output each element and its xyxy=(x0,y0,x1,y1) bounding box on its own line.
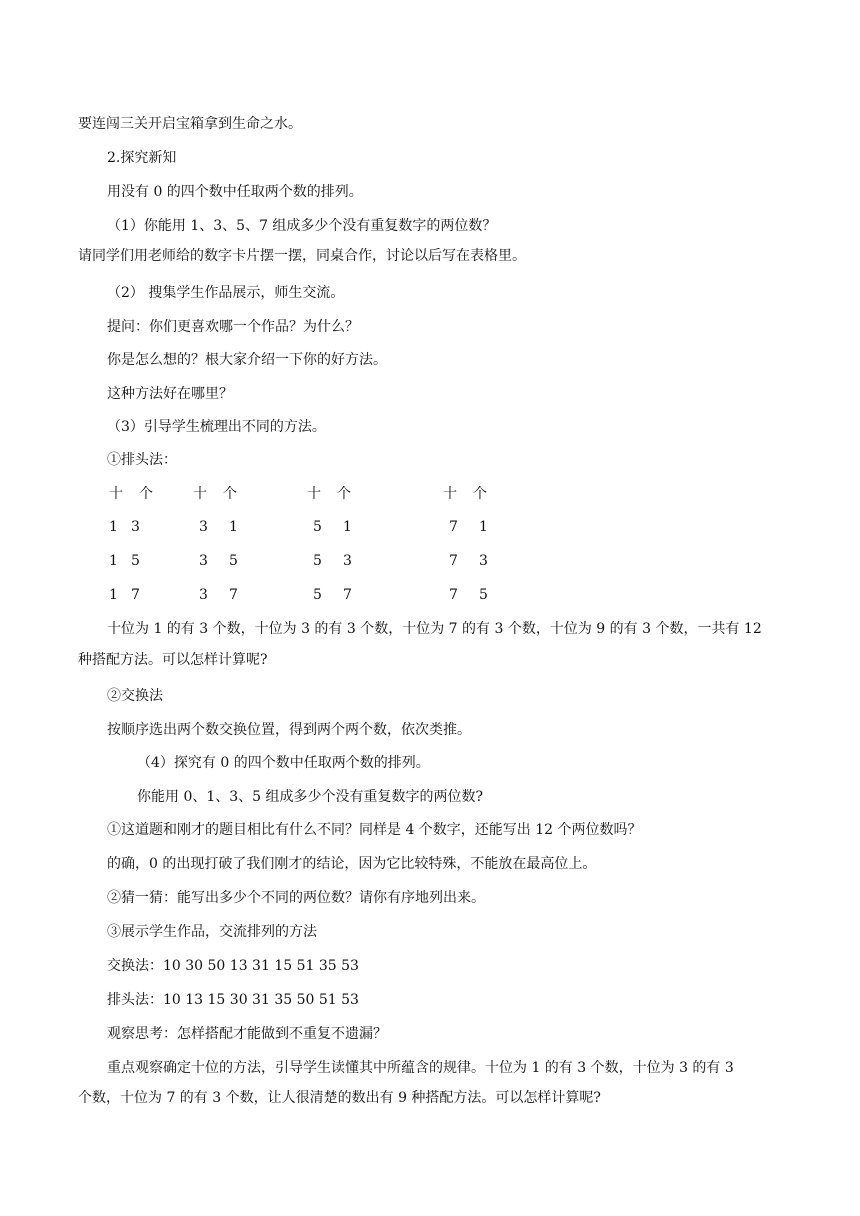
header-ones: 个 xyxy=(337,486,351,502)
table-cell: 3 xyxy=(343,553,352,569)
step-4: （4）探究有 0 的四个数中任取两个数的排列。 xyxy=(137,755,430,771)
table-header-row xyxy=(0,484,860,504)
table-cell: 5 xyxy=(313,587,322,603)
table-cell: 7 xyxy=(449,553,458,569)
header-tens: 十 xyxy=(307,486,321,502)
table-cell: 5 xyxy=(479,587,488,603)
table-cell: 1 xyxy=(109,587,118,603)
method-exchange-desc: 按顺序选出两个数交换位置，得到两个两个数，依次类推。 xyxy=(107,722,471,738)
sub-answer-1: 的确，0 的出现打破了我们刚才的结论，因为它比较特殊，不能放在最高位上。 xyxy=(107,856,597,872)
table-row xyxy=(0,551,860,571)
table-row xyxy=(0,585,860,605)
table-cell: 3 xyxy=(199,587,208,603)
method-head-title: ①排头法： xyxy=(107,452,177,468)
header-tens: 十 xyxy=(193,486,207,502)
focus-line-2: 个数，十位为 7 的有 3 个数，让人很清楚的数出有 9 种搭配方法。可以怎样计算呢? xyxy=(78,1090,601,1106)
exchange-result: 交换法：10 30 50 13 31 15 51 35 53 xyxy=(107,958,359,974)
table-cell: 5 xyxy=(313,519,322,535)
header-ones: 个 xyxy=(473,486,487,502)
question-think: 你是怎么想的？根大家介绍一下你的好方法。 xyxy=(107,352,387,368)
header-tens: 十 xyxy=(443,486,457,502)
question-2: 你能用 0、1、3、5 组成多少个没有重复数字的两位数? xyxy=(137,789,484,805)
question-1: （1）你能用 1、3、5、7 组成多少个没有重复数字的两位数？ xyxy=(107,218,497,234)
table-cell: 7 xyxy=(131,587,140,603)
table-cell: 1 xyxy=(109,553,118,569)
paragraph-intro: 要连闯三关开启宝箱拿到生命之水。 xyxy=(78,116,302,132)
table-cell: 7 xyxy=(343,587,352,603)
table-cell: 1 xyxy=(229,519,238,535)
observe-question: 观察思考：怎样搭配才能做到不重复不遗漏？ xyxy=(107,1026,387,1042)
step-3: （3）引导学生梳理出不同的方法。 xyxy=(107,419,326,435)
instruction-1: 请同学们用老师给的数字卡片摆一摆，同桌合作，讨论以后写在表格里。 xyxy=(78,248,526,264)
table-cell: 7 xyxy=(229,587,238,603)
focus-line-1: 重点观察确定十位的方法，引导学生读懂其中所蕴含的规律。十位为 1 的有 3 个数，十位为 3 的有 3 xyxy=(107,1060,734,1076)
summary-line-2: 种搭配方法。可以怎样计算呢? xyxy=(78,652,268,668)
table-cell: 7 xyxy=(449,519,458,535)
step-2: （2） 搜集学生作品展示，师生交流。 xyxy=(107,285,345,301)
paragraph-topic: 用没有 0 的四个数中任取两个数的排列。 xyxy=(107,184,363,200)
header-ones: 个 xyxy=(223,486,237,502)
table-cell: 5 xyxy=(131,553,140,569)
method-exchange-title: ②交换法 xyxy=(107,688,163,704)
table-cell: 5 xyxy=(313,553,322,569)
sub-question-1: ①这道题和刚才的题目相比有什么不同？同样是 4 个数字，还能写出 12 个两位数吗？ xyxy=(107,822,642,838)
table-cell: 3 xyxy=(199,553,208,569)
table-cell: 1 xyxy=(479,519,488,535)
table-cell: 1 xyxy=(343,519,352,535)
header-tens: 十 xyxy=(109,486,123,502)
table-cell: 3 xyxy=(479,553,488,569)
question-benefit: 这种方法好在哪里？ xyxy=(107,386,233,402)
header-ones: 个 xyxy=(139,486,153,502)
table-cell: 1 xyxy=(109,519,118,535)
table-cell: 7 xyxy=(449,587,458,603)
sub-question-2: ②猜一猜：能写出多少个不同的两位数？请你有序地列出来。 xyxy=(107,890,485,906)
sub-question-3: ③展示学生作品，交流排列的方法 xyxy=(107,924,317,940)
head-result: 排头法：10 13 15 30 31 35 50 51 53 xyxy=(107,992,359,1008)
table-cell: 3 xyxy=(199,519,208,535)
question-prompt: 提问：你们更喜欢哪一个作品？为什么？ xyxy=(107,319,359,335)
section-heading: 2.探究新知 xyxy=(107,150,177,166)
summary-line-1: 十位为 1 的有 3 个数，十位为 3 的有 3 个数，十位为 7 的有 3 个数，十位为 9 的有 3 个数，一共有 12 xyxy=(107,621,762,637)
table-cell: 3 xyxy=(131,519,140,535)
table-row xyxy=(0,517,860,537)
table-cell: 5 xyxy=(229,553,238,569)
